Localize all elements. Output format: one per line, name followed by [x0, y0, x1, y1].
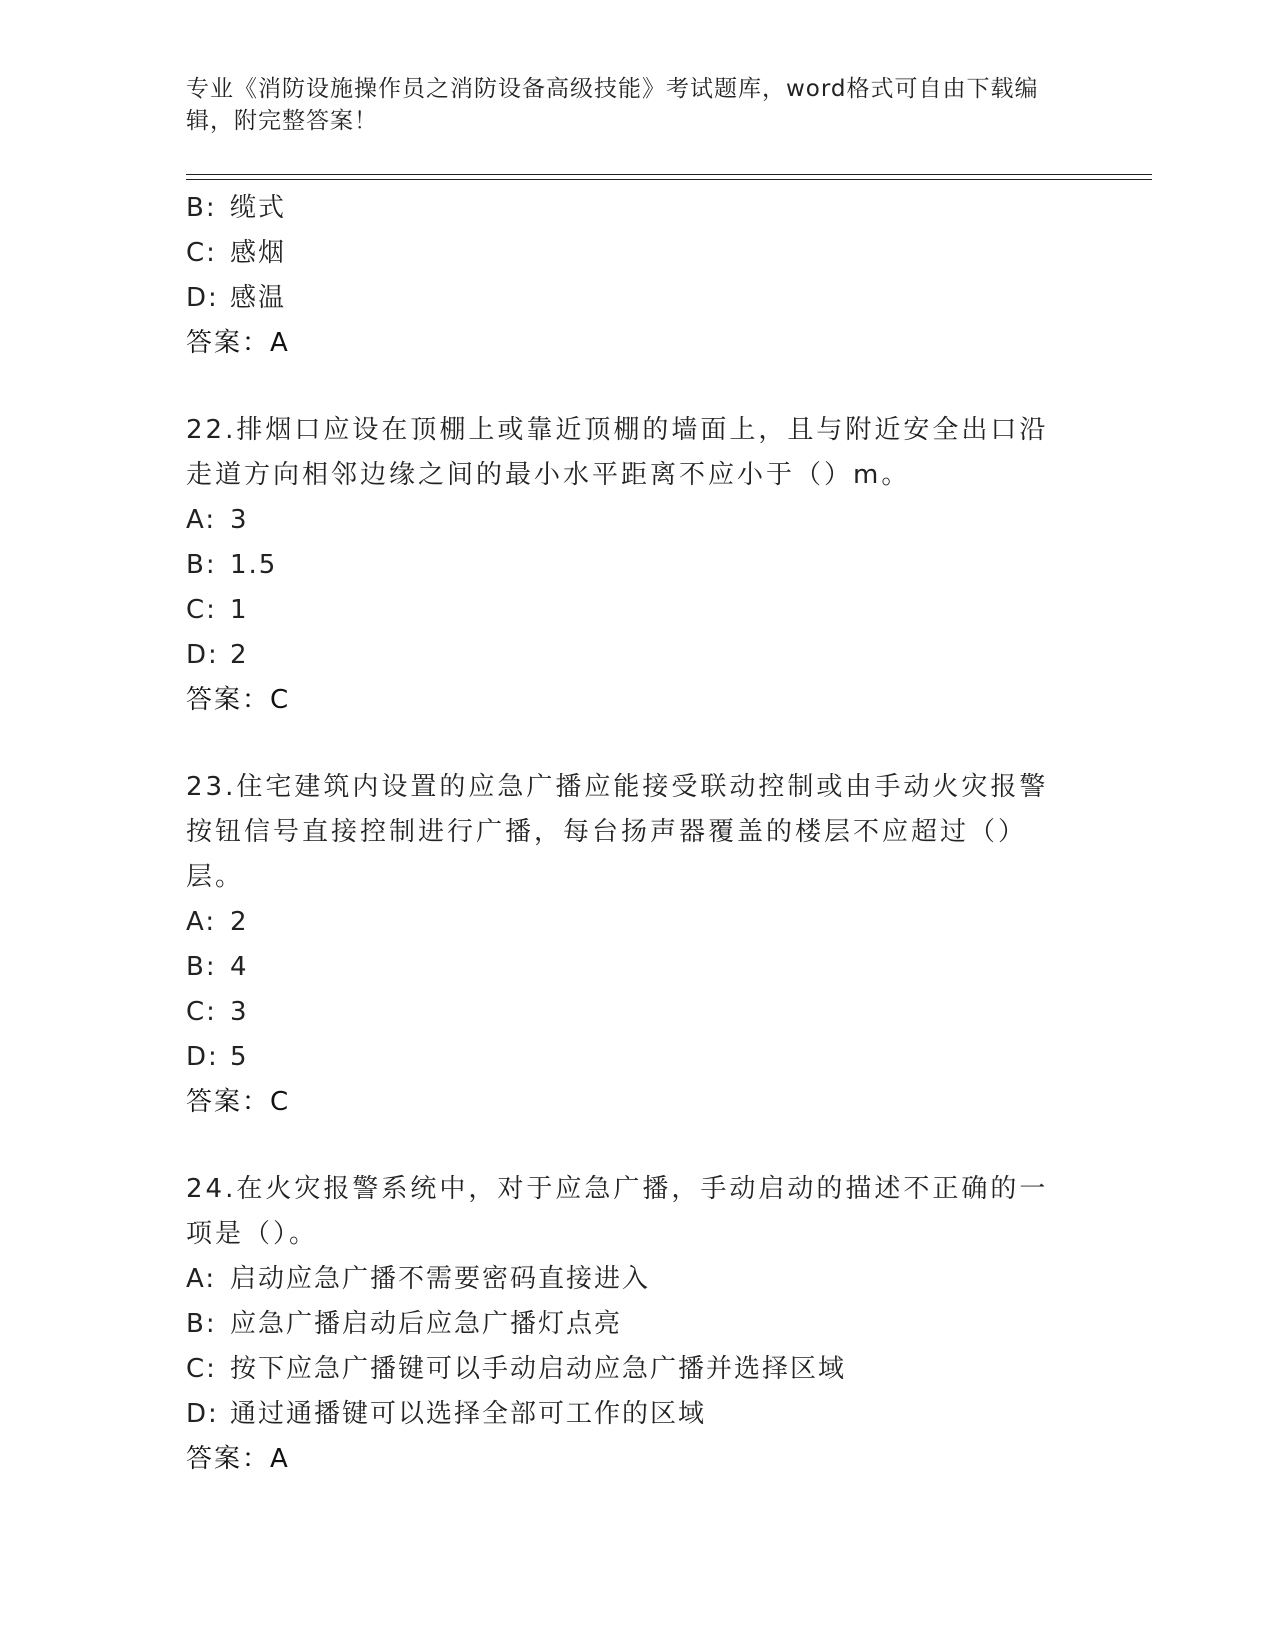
- option-text: 应急广播启动后应急广播灯点亮: [230, 1309, 623, 1339]
- option-text: 3: [230, 997, 249, 1027]
- option-text: 1: [230, 595, 249, 625]
- option-b: [186, 543, 1086, 588]
- question-text: 22.排烟口应设在顶棚上或靠近顶棚的墙面上，且与附近安全出口沿走道方向相邻边缘之间的最小水平距离不应小于（）m。: [186, 415, 1049, 490]
- option-text: 通过通播键可以选择全部可工作的区域: [230, 1399, 707, 1429]
- option-text: 2: [230, 907, 249, 937]
- option-label: A:: [186, 907, 217, 937]
- option-label: B:: [186, 1309, 217, 1339]
- option-a: [186, 1257, 1086, 1302]
- option-c: [186, 231, 1086, 276]
- option-text: 4: [230, 952, 249, 982]
- spacer: [186, 1125, 1086, 1167]
- option-label: A:: [186, 1264, 217, 1294]
- option-d: [186, 633, 1086, 678]
- header-rule-top: [186, 174, 1152, 175]
- option-text: 按下应急广播键可以手动启动应急广播并选择区域: [230, 1354, 847, 1384]
- option-text: 缆式: [230, 193, 287, 223]
- option-b: [186, 186, 1086, 231]
- question-list: [186, 186, 1086, 1482]
- option-label: C:: [186, 238, 217, 268]
- question-23: [186, 765, 1086, 1125]
- header-rule-bottom: [186, 179, 1152, 180]
- spacer: [186, 723, 1086, 765]
- spacer: [186, 366, 1086, 408]
- option-d: [186, 276, 1086, 321]
- page-header: 专业《消防设施操作员之消防设备高级技能》考试题库，word格式可自由下载编辑，附完整答案！: [186, 76, 1039, 134]
- option-d: [186, 1392, 1086, 1437]
- option-text: 1.5: [230, 550, 278, 580]
- question-24: [186, 1167, 1086, 1482]
- option-label: C:: [186, 595, 217, 625]
- option-label: A:: [186, 505, 217, 535]
- answer-line: 答案：C: [186, 685, 291, 715]
- option-d: [186, 1035, 1086, 1080]
- option-text: 启动应急广播不需要密码直接进入: [230, 1264, 651, 1294]
- option-c: [186, 588, 1086, 633]
- option-text: 5: [230, 1042, 249, 1072]
- question-21-continued: [186, 186, 1086, 366]
- option-text: 感烟: [230, 238, 287, 268]
- option-label: C:: [186, 1354, 217, 1384]
- option-label: D:: [186, 283, 219, 313]
- question-22: [186, 408, 1086, 723]
- answer-line: 答案：A: [186, 328, 290, 358]
- option-text: 3: [230, 505, 249, 535]
- option-text: 感温: [230, 283, 287, 313]
- option-text: 2: [230, 640, 249, 670]
- option-label: D:: [186, 1042, 219, 1072]
- option-label: C:: [186, 997, 217, 1027]
- option-label: B:: [186, 952, 217, 982]
- option-c: [186, 990, 1086, 1035]
- option-a: [186, 900, 1086, 945]
- option-c: [186, 1347, 1086, 1392]
- option-label: D:: [186, 1399, 219, 1429]
- option-b: [186, 945, 1086, 990]
- option-label: D:: [186, 640, 219, 670]
- option-b: [186, 1302, 1086, 1347]
- question-text: 24.在火灾报警系统中，对于应急广播，手动启动的描述不正确的一项是（）。: [186, 1174, 1049, 1249]
- option-label: B:: [186, 550, 217, 580]
- question-text: 23.住宅建筑内设置的应急广播应能接受联动控制或由手动火灾报警按钮信号直接控制进行广播，每台扬声器覆盖的楼层不应超过（）层。: [186, 772, 1049, 892]
- option-a: [186, 498, 1086, 543]
- option-label: B:: [186, 193, 217, 223]
- answer-line: 答案：A: [186, 1444, 290, 1474]
- answer-line: 答案：C: [186, 1087, 291, 1117]
